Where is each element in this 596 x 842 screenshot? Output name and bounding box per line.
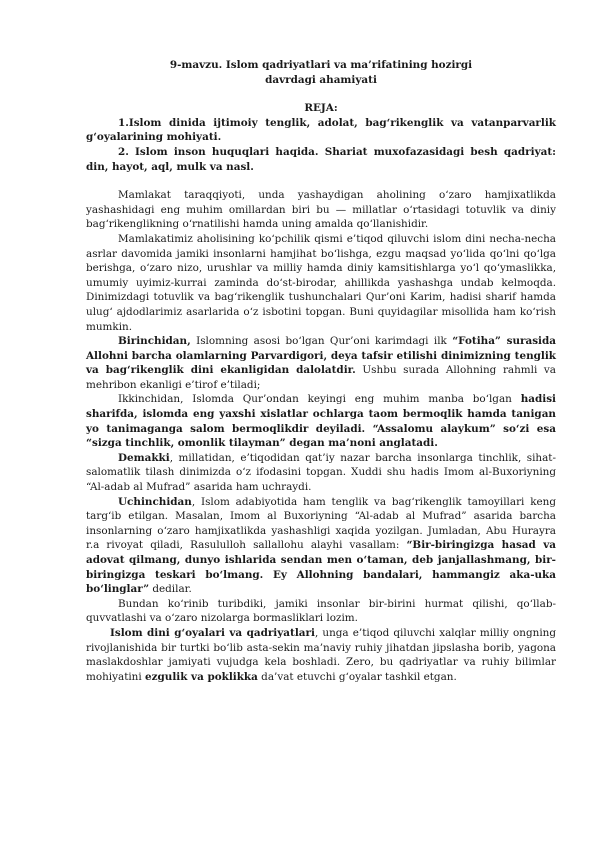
plan-heading: REJA:	[304, 102, 338, 115]
title-line-2: davrdagi ahamiyati	[265, 73, 377, 86]
paragraph-6-lead: Uchinchidan	[118, 495, 192, 508]
paragraph-4-text: Ikkinchidan, Islomda Qur’ondan keyingi eng muhim manba bo‘lgan	[118, 393, 521, 406]
paragraph-2: Mamlakatimiz aholisining ko‘pchilik qismi e’tiqod qiluvchi islom dini necha-necha asrlar davomida jamiki insonlarni hamjihat bo‘lishga, ezgu maqsad yo‘lida qo‘lni qo‘lga berishga, o‘zaro nizo, urushlar va milliy hamda diniy kamsitishlarga yo‘l qo‘ymaslikka, umumiy uyimiz-kurrai zaminda do‘st-birodar, ahillikda yashashga undab kelmoqda. Dinimizdagi totuvlik va bag‘rikenglik tushunchalari Qur’oni Karim, hadisi sharif hamda ulug‘ ajdodlarimiz asarlarida o‘z isbotini topgan. Buni quyidagilar misollida ham ko‘rish mumkin.	[86, 232, 556, 333]
paragraph-3	[86, 334, 556, 392]
paragraph-5-lead: Demakki	[118, 451, 170, 464]
plan-item-2: 2. Islom inson huquqlari haqida. Shariat muxofazasidagi besh qadriyat: din, hayot, aql, mulk va nasl.	[86, 145, 556, 173]
paragraph-3-text: Islomning asosi bo‘lgan Qur’oni karimdagi ilk	[190, 335, 453, 348]
paragraph-8	[86, 626, 556, 684]
paragraph-6	[86, 495, 556, 597]
paragraph-5	[86, 451, 556, 495]
paragraph-7: Bundan ko‘rinib turibdiki, jamiki insonlar bir-birini hurmat qilishi, qo‘llab-quvvatlashi va o‘zaro nizolarga bormasliklari lozim.	[86, 597, 556, 625]
paragraph-1: Mamlakat taraqqiyoti, unda yashaydigan aholining o‘zaro hamjixatlikda yashashidagi eng muhim omillardan biri bu — millatlar o‘rtasidagi totuvlik va diniy bag‘rikenglikning o‘rnatilishi hamda uning amalda qo‘llanishidir.	[86, 189, 556, 231]
paragraph-3-lead: Birinchidan,	[118, 335, 191, 348]
title-line-1: 9-mavzu. Islom qadriyatlari va ma’rifatining hozirgi	[169, 59, 473, 71]
paragraph-6-quote: “Bir-biringizga hasad va adovat qilmang, dunyo ishlarida sendan men o‘taman, deb janjallashmang, bir-biringizga teskari bo‘lmang. Ey Allohning bandalari, hammangiz aka-uka bo‘linglar”	[86, 539, 556, 596]
spacer	[86, 174, 556, 188]
paragraph-5-text: , millatidan, e’tiqodidan qat’iy nazar barcha insonlarga tinchlik, sihat-salomatlik tilash dinimizda o‘z ifodasini topgan. Xuddi shu hadis Imom al-Buxoriyning “Al-adab al Mufrad” asarida ham uchraydi.	[86, 451, 556, 494]
document-title	[86, 58, 556, 87]
paragraph-8-text: , unga e’tiqod qiluvchi xalqlar milliy ongning rivojlanishida bir turtki bo‘lib asta-sekin ma’naviy ruhiy jihatdan jipslasha borib, yagona maslakdoshlar jamiyati vujudga kela boshladi. Zero, bu qadriyatlar va ruhiy bilimlar mohiyatini	[86, 626, 557, 683]
paragraph-3-emphasis: “Fotiha” surasida Allohni barcha olamlarning Parvardigori, deya tafsir etilishi dinimizning tenglik va bag‘rikenglik dini ekanligidan dalolatdir.	[86, 335, 557, 377]
plan-item-1: 1.Islom dinida ijtimoiy tenglik, adolat, bag‘rikenglik va vatanparvarlik g‘oyalarining mohiyati.	[86, 116, 556, 144]
paragraph-8-tail: da’vat etuvchi g‘oyalar tashkil etgan.	[257, 670, 457, 683]
paragraph-4-emphasis: hadisi sharifda, islomda eng yaxshi xislatlar ochlarga taom bermoqlik hamda tanigan yo tanimaganga salom bermoqlikdir deyiladi. “Assalomu alaykum” so‘zi esa “sizga tinchlik, omonlik tilayman” degan ma’noni anglatadi.	[86, 393, 556, 450]
paragraph-8-lead: Islom dini g‘oyalari va qadriyatlari	[110, 626, 315, 639]
paragraph-6-tail: dedilar.	[149, 583, 192, 596]
paragraph-6-text: , Islom adabiyotida ham tenglik va bag‘rikenglik tamoyillari keng targ‘ib etilgan. Masalan, Imom al Buxoriyning “Al-adab al Mufrad” asarida barcha insonlarning o‘zaro hamjixatlikda yashashligi xaqida yozilgan. Jumladan, Abu Hurayra r.a rivoyat qiladi, Rasululloh sallallohu alayhi vasallam:	[86, 495, 556, 552]
paragraph-4	[86, 392, 556, 450]
document-page	[86, 58, 556, 684]
paragraph-3-tail: Ushbu surada Allohning rahmli va mehribon ekanligi e’tirof e’tiladi;	[86, 364, 556, 391]
paragraph-8-emphasis: ezgulik va poklikka	[145, 670, 258, 683]
